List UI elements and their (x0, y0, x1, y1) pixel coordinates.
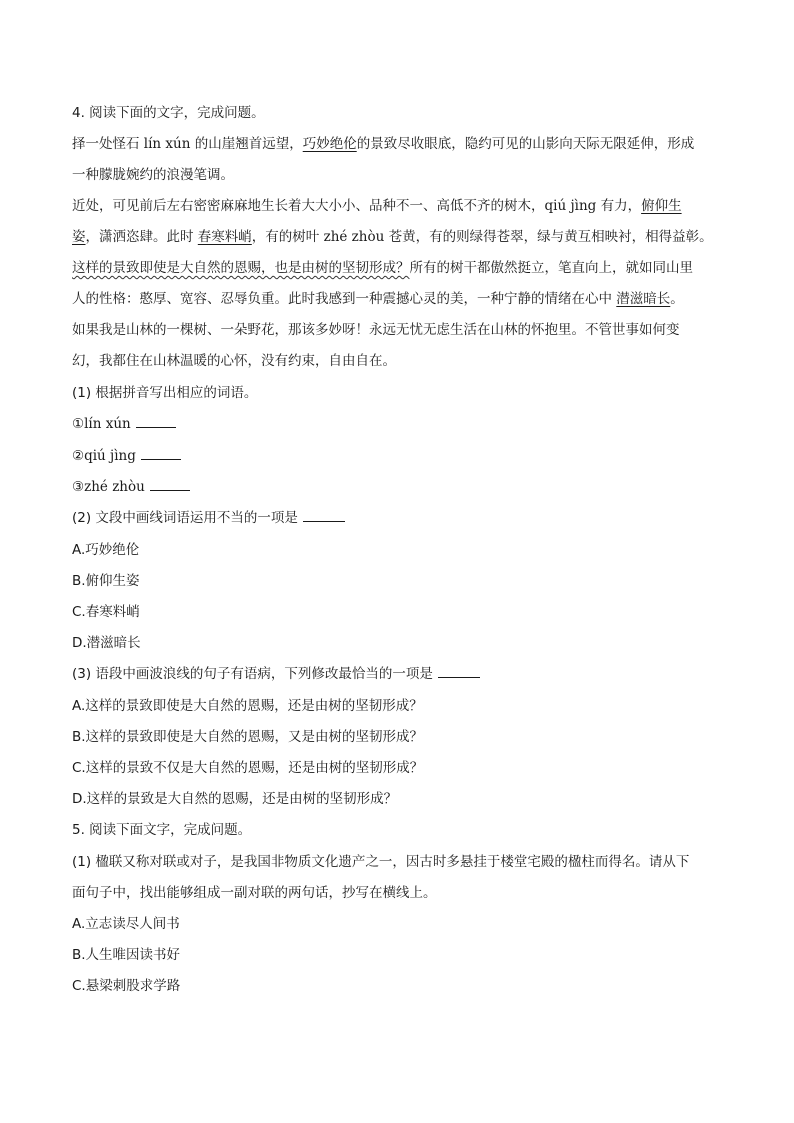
q5-header: 5. 阅读下面文字，完成问题。 (72, 822, 252, 838)
underlined-word-fuyang-end: 姿 (72, 229, 86, 245)
pinyin-lin-xun: lín xún (143, 136, 191, 152)
q5-sub1-line-1: (1) 楹联又称对联或对子，是我国非物质文化遗产之一，因古时多悬挂于楼堂宅殿的楹柱而得名。请从下 (72, 854, 690, 870)
pinyin-label: ①lín xún (72, 416, 131, 432)
option-a: A.巧妙绝伦 (72, 542, 140, 558)
pinyin-item-2 (72, 447, 181, 465)
question-text: (2) 文段中画线词语运用不当的一项是 (72, 510, 298, 526)
option-b: B.这样的景致即使是大自然的恩赐，又是由树的坚韧形成？ (72, 729, 424, 745)
option-d: D.潜滋暗长 (72, 635, 141, 651)
pinyin-label: ③zhé zhòu (72, 479, 145, 495)
passage-line-1 (72, 135, 694, 153)
q4-sub3-prompt (72, 665, 480, 683)
passage-text: 。 (670, 291, 684, 307)
q4-sub1-prompt: (1) 根据拼音写出相应的词语。 (72, 385, 258, 401)
answer-blank[interactable] (303, 509, 345, 522)
option-c: C.悬梁刺股求学路 (72, 978, 181, 994)
wavy-sentence: 这样的景致即使是大自然的恩赐，也是由树的坚韧形成？ (72, 260, 410, 276)
option-c: C.春寒料峭 (72, 604, 140, 620)
passage-line-4 (72, 228, 713, 246)
option-b: B.人生唯因读书好 (72, 947, 181, 963)
passage-text: 所有的树干都傲然挺立，笔直向上，就如同山里 (409, 260, 693, 276)
pinyin-label: ②qiú jìng (72, 448, 136, 464)
underlined-word-qiaomiao: 巧妙绝伦 (302, 136, 357, 152)
pinyin-item-3 (72, 478, 190, 496)
passage-text: ，有的树叶 (251, 229, 324, 245)
passage-line-8: 幻，我都住在山林温暖的心怀，没有约束，自由自在。 (72, 353, 396, 369)
q4-sub2-prompt (72, 509, 345, 527)
option-a: A.立志读尽人间书 (72, 916, 180, 932)
passage-text: ，潇洒恣肆。此时 (85, 229, 198, 245)
passage-text: 苍黄，有的则绿得苍翠，绿与黄互相映衬，相得益彰。 (384, 229, 713, 245)
passage-line-6 (72, 290, 684, 308)
passage-text: 择一处怪石 (72, 136, 144, 152)
option-d: D.这样的景致是大自然的恩赐，还是由树的坚韧形成？ (72, 791, 398, 807)
answer-blank[interactable] (141, 447, 181, 460)
q5-sub1-line-2: 面句子中，找出能够组成一副对联的两句话，抄写在横线上。 (72, 885, 437, 901)
passage-line-7: 如果我是山林的一棵树、一朵野花，那该多妙呀！永远无忧无虑生活在山林的怀抱里。不管世事如何变 (72, 322, 680, 338)
passage-text: 近处，可见前后左右密密麻麻地生长着大大小小、品种不一、高低不齐的树木， (72, 198, 545, 214)
answer-blank[interactable] (136, 415, 176, 428)
answer-blank[interactable] (438, 665, 480, 678)
pinyin-zhe-zhou: zhé zhòu (323, 229, 385, 245)
pinyin-item-1 (72, 415, 176, 433)
option-c: C.这样的景致不仅是大自然的恩赐，还是由树的坚韧形成？ (72, 760, 424, 776)
underlined-word-qianzi: 潜滋暗长 (616, 291, 671, 307)
passage-text: 人的性格：憨厚、宽容、忍辱负重。此时我感到一种震撼心灵的美，一种宁静的情绪在心中 (72, 291, 617, 307)
underlined-word-fuyang: 俯仰生 (641, 198, 682, 214)
passage-line-5 (72, 259, 693, 277)
pinyin-qiu-jing: qiú jìng (544, 198, 597, 214)
answer-blank[interactable] (150, 478, 190, 491)
question-text: (3) 语段中画波浪线的句子有语病，下列修改最恰当的一项是 (72, 666, 433, 682)
option-b: B.俯仰生姿 (72, 573, 140, 589)
passage-text: 有力， (596, 198, 642, 214)
passage-line-3 (72, 197, 682, 215)
passage-text: 的景致尽收眼底，隐约可见的山影向天际无限延伸，形成 (356, 136, 695, 152)
q4-header: 4. 阅读下面的文字，完成问题。 (72, 105, 265, 121)
passage-line-2: 一种朦胧婉约的浪漫笔调。 (72, 167, 234, 183)
passage-text: 的山崖翘首远望， (190, 136, 303, 152)
option-a: A.这样的景致即使是大自然的恩赐，还是由树的坚韧形成？ (72, 698, 423, 714)
underlined-word-chunhan: 春寒料峭 (197, 229, 252, 245)
